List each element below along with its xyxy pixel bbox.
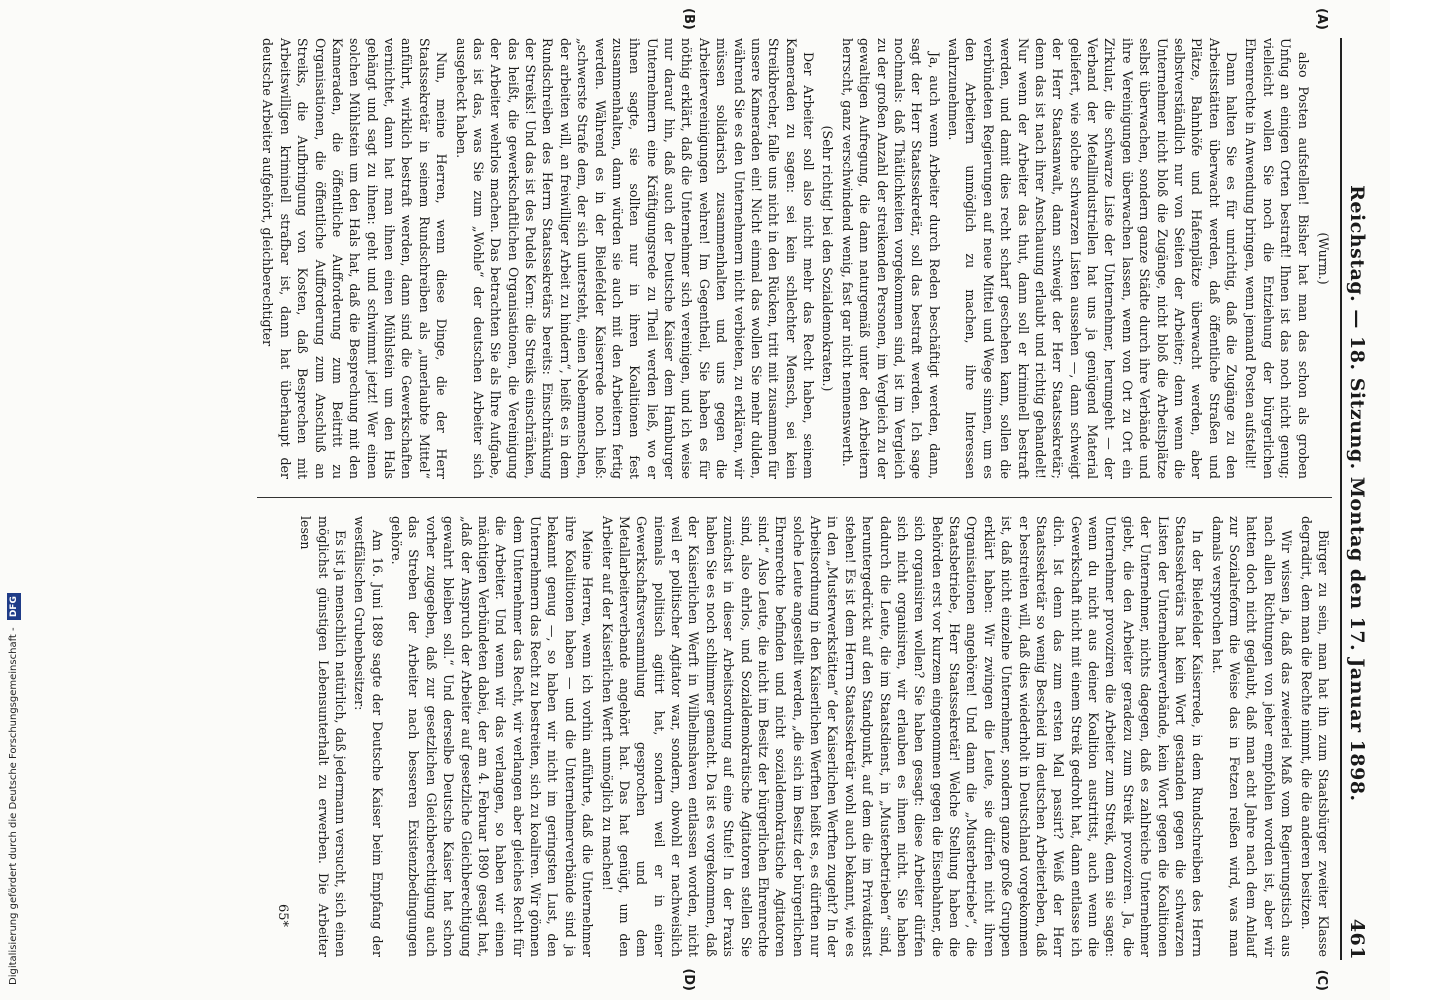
paragraph: Wir wissen ja, daß das zweierlei Maß vom Regierungstisch aus nach allen Richtungen von jeher empfohlen worden ist, aber wir hatten doch nicht geglaubt, daß man acht Jahre nach dem Anlauf zur Sozialreform die Weise das in Fetzen reißen wird, was man damals versprochen hat. xyxy=(1209,516,1295,957)
paragraph: Dann halten Sie es für unrichtig, daß die Zugänge zu den Arbeitsstätten überwacht werden, daß öffentliche Straßen und Plätze, Bahnhöfe und Hafenplätze überwacht werden, aber selbstverständlich nur von Seiten der Arbeiter; denn wenn die Unternehmer nicht bloß die Zugänge, nicht bloß die Arbeitsplätze selbst überwachen, sondern ganze Städte durch ihre Verbände und ihre Vereinigungen überwachen lassen, wenn von Ort zu Ort ein Zirkular, die schwarze Liste der Unternehmer, herumgeht — der Verband der Metallindustriellen hat uns ja genügend Material geliefert, wie solche schwarzen Listen aussehen —, dann schweigt der Herr Staatsanwalt, dann schweigt der Herr Staatssekretär; denn das ist nach ihrer Anschauung erlaubt und richtig gehandelt! Nur wenn der Arbeiter das thut, dann soll er kriminell bestraft werden, und damit dies recht scharf geschehen kann, sollen die verbündeten Regierungen auf neue Mittel und Wege sinnen, um es den Arbeitern unmöglich zu machen, ihre Interessen wahrzunehmen. xyxy=(946,38,1240,479)
left-column xyxy=(257,8,1332,479)
paragraph: Der Arbeiter soll also nicht mehr das Recht haben, seinem Kameraden zu sagen: sei kein schlechter Mensch, sei kein Streikbrecher, falle uns nicht in den Rücken, tritt mit zusammen für unsere Kameraden ein! Nicht einmal das wollen Sie mehr dulden, während Sie es den Unternehmern nicht verbieten, zu erklären, wir müssen solidarisch zusammenhalten und uns gegen die Arbeitervereinigungen wehren! Im Gegentheil, Sie haben es für nöthig erklärt, daß die Unternehmer sich vereinigen, und ich weise nur darauf hin, daß auch der Deutsche Kaiser dem Hamburger Unternehmern eine Kräftigungsrede zu Theil werden ließ, wo er ihnen sagte, sie sollten nur in ihren Koalitionen fest zusammenhalten, dann würden sie auch mit den Arbeitern fertig werden. Während es in der Bielefelder Kaiserrede noch hieß: „schwerste Strafe dem, der sich untersteht, einen Nebenmenschen, der arbeiten will, an freiwilliger Arbeit zu hindern“, heißt es in dem Rundschreiben des Herrn Staatssekretärs bereits: Einschränkung der Streiks! Und das ist des Pudels Kern: die Streiks einschränken, das heißt, die gewerkschaftlichen Organisationen, die Vereinigung der Arbeiter wehrlos machen. Das betrachten Sie als Ihre Aufgabe, das ist das, was Sie zum „Wohle“ der deutschen Arbeiter sich ausgeheckt haben. xyxy=(453,38,817,479)
speaker-name: (Wurm.) xyxy=(1316,232,1331,285)
margin-marker-b: (B) xyxy=(681,8,696,30)
margin-marker-a: (A) xyxy=(1314,8,1329,30)
paragraph: Bürger zu sein, man hat ihn zum Staatsbürger zweiter Klasse degradirt, dem man die Rechte nimmt, die die anderen besitzen. xyxy=(1298,516,1331,957)
quotation: Es ist ja menschlich natürlich, daß jedermann versucht, sich einen möglichst günstigen Lebensunterhalt zu erwerben. Die Arbeiter lesen xyxy=(298,516,348,957)
dfg-logo: DFG xyxy=(7,593,21,620)
right-column xyxy=(257,516,1332,991)
interjection: (Sehr richtig! bei den Sozialdemokraten.) xyxy=(820,125,836,392)
margin-marker-c: (C) xyxy=(1314,969,1329,991)
page-title: Reichstag. — 18. Sitzung. Montag den 17. Januar 1898. xyxy=(1346,185,1368,802)
paragraph: Meine Herren, wenn ich vorhin anführte, daß die Unternehmer ihre Koalitionen haben — und die Unternehmerverbände sind ja bekannt genug —, so haben wir nicht im geringsten Lust, den Unternehmern das Recht zu bestreiten, sich zu koaliren. Wir gönnen dem Unternehmer das Recht, wir verlangen aber gleiches Recht für die Arbeiter. Und wenn wir das verlangen, so haben wir einen mächtigen Verbündeten dabei, der am 4. Februar 1890 gesagt hat, „daß der Anspruch der Arbeiter auf gesetzliche Gleichberechtigung gewahrt bleiben soll.“ Und derselbe Deutsche Kaiser hat schon vorher zugegeben, daß zur gesetzlichen Gleichberechtigung auch das Streben der Arbeiter nach besseren Existenzbedingungen gehöre. xyxy=(389,516,596,957)
funding-credit xyxy=(0,0,22,1000)
paragraph: In der Bielefelder Kaiserrede, in dem Rundschreiben des Herrn Staatssekretärs hat kein Wort gestanden gegen die schwarzen Listen der Unternehmerverbände, kein Wort gegen die Koalitionen der Unternehmer, nichts dagegen, daß es zahlreiche Unternehmer giebt, die den Arbeiter geradezu zum Streik provoziren. Ja, die Unternehmer provoziren die Arbeiter zum Streik, denn sie sagen: wenn du nicht aus deiner Koalition austrittst, auch wenn die Gewerkschaft nicht mit einem Streik gedroht hat, dann entlasse ich dich. Ist denn das zum ersten Mal passirt? Weiß der Herr Staatssekretär so wenig Bescheid im deutschen Arbeiterleben, daß er bestreiten will, daß dies wiederholt in Deutschland vorgekommen ist, daß nicht einzelne Unternehmer, sondern ganze große Gruppen erklärt haben: Wir zwingen die Leute, sie dürfen nicht ihren Organisationen angehören! Und dann die „Musterbetriebe“, die Staatsbetriebe, Herr Staatssekretär! Welche Stellung haben die Behörden erst vor kurzem eingenommen gegen die Eisenbahner, die sich organisiren wollen? Sie haben gesagt: diese Arbeiter dürfen sich nicht organisiren, wir erlauben es ihnen nicht. Sie haben dadurch die Leute, die im Staatsdienst, in „Musterbetrieben“ sind, heruntergedrückt auf den Standpunkt, auf dem die im Privatdienst stehen! Es ist dem Herrn Staatssekretär wohl auch bekannt, wie es in den „Musterwerkstätten“ der Kaiserlichen Werften zugeht? In der Arbeitsordnung in den Kaiserlichen Werften heißt es, es dürften nur solche Leute angestellt werden, „die sich im Besitz der bürgerlichen Ehrenrechte befinden und nicht sozialdemokratische Agitatoren sind.“ Also Leute, die nicht im Besitz der bürgerlichen Ehrenrechte sind, also ehrlos, und Sozialdemokratische Agitatoren stellen Sie zunächst in dieser Arbeitsordnung auf eine Stufe! In der Praxis haben Sie es noch schlimmer gemacht. Da ist es vorgekommen, daß der Kaiserlichen Werft in Wilhelmshaven entlassen worden, nicht weil er politischer Agitator war, sondern, obwohl er nachweislich niemals politisch agitirt hat, sondern weil er in einer Gewerkschaftsversammlung gesprochen und dem Metallarbeiterverbande angehört hat. Das hat genügt, um den Arbeiter auf der Kaiserlichen Werft unmöglich zu machen! xyxy=(599,516,1206,957)
page-number: 461 xyxy=(1346,918,1368,960)
sheet-signature: 65* xyxy=(274,903,290,927)
credit-text: Digitalisierung gefördert durch die Deutsche Forschungsgemeinschaft - xyxy=(8,627,19,985)
paragraph: Nun, meine Herren, wenn diese Dinge, die der Herr Staatssekretär in seinem Rundschreiben als „unerlaubte Mittel“ anführt, wirklich bestraft werden, dann sind die Gewerkschaften vernichtet, dann hat man ihnen einen Mühlstein um den Hals gehängt und sagt zu ihnen: geht und schwimmt jetzt! Wer einen solchen Mühlstein um den Hals hat, daß die Besprechung mit den Kameraden, die öffentliche Aufforderung zum Beitritt zu Organisationen, die öffentliche Aufforderung zum Anschluß an Streiks, die Aufbringung von Kosten, daß Besprechen mit Arbeitswilligen kriminell strafbar ist, dann hat überhaupt der deutsche Arbeiter aufgehört, gleichberechtigter xyxy=(260,38,450,479)
paragraph: also Posten aufstellen! Bisher hat man das schon als groben Unfug an einigen Orten bestraft! Ihnen ist das noch nicht genug; vielleicht wollen Sie noch die Entziehung der bürgerlichen Ehrenrechte in Anwendung bringen, wenn jemand Posten aufstellt! xyxy=(1243,38,1311,479)
column-divider xyxy=(257,497,1332,498)
paragraph: Am 16. Juni 1889 sagte der Deutsche Kaiser beim Empfang der westfälischen Grubenbesitzer: xyxy=(352,516,385,957)
margin-marker-d: (D) xyxy=(681,968,696,991)
paragraph: Ja, auch wenn Arbeiter durch Reden beschäftigt werden, dann, sagt der Herr Staatssekretär, soll das bestraft werden. Ich sage nochmals: daß Thätlichkeiten vorgekommen sind, ist im Vergleich zu der großen Anzahl der streikenden Personen, im Vergleich zu der gewaltigen Aufregung, die dann naturgemäß unter den Arbeitern herrscht, ganz verschwindend wenig, fast gar nicht nennenswerth. xyxy=(839,38,942,479)
page-header xyxy=(1340,38,1368,960)
text-columns xyxy=(257,8,1332,991)
